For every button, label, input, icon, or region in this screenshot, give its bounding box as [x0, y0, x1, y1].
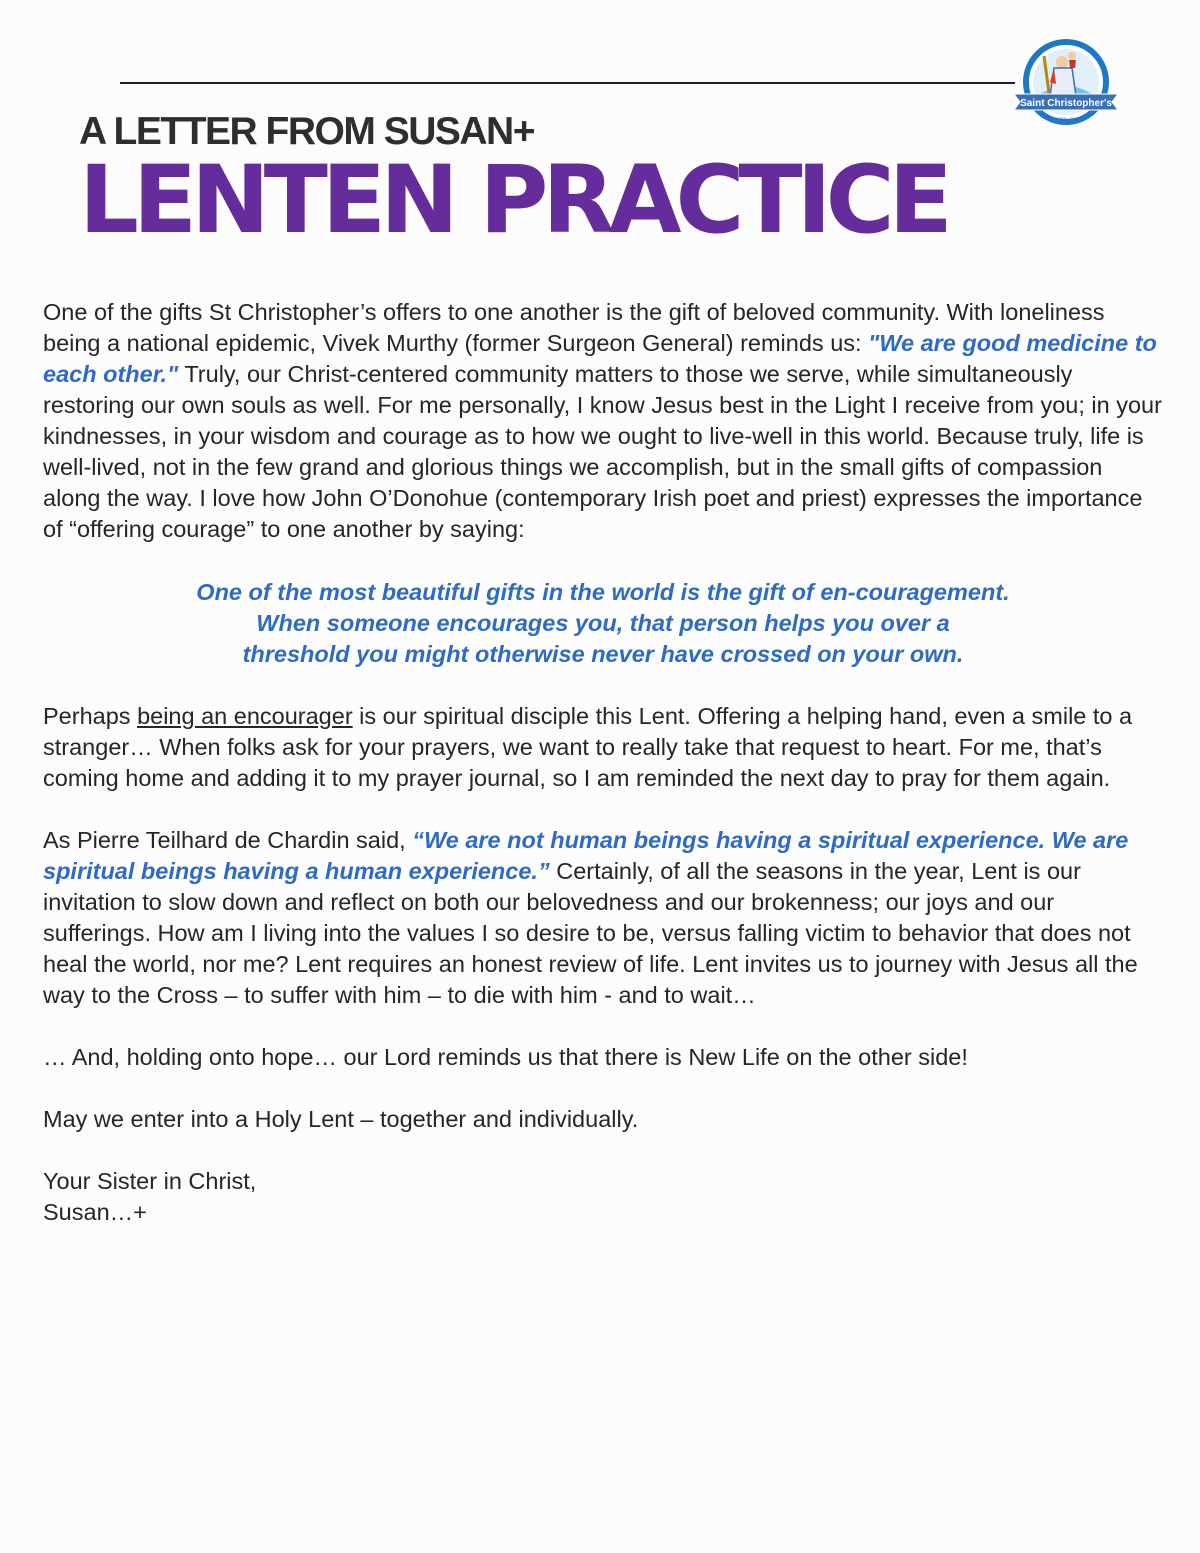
- logo-subtext: EPISCOPAL CHURCH: [1045, 116, 1087, 121]
- paragraph-encourager: Perhaps being an encourager is our spiritual disciple this Lent. Offering a helping hand, even a smile to a stranger… When folks ask for your prayers, we want to really take that request to heart. For me, that’s coming home and adding it to my prayer journal, so I am reminded the next day to pray for them again.: [43, 703, 1133, 791]
- paragraph-teilhard: As Pierre Teilhard de Chardin said, “We are not human beings having a spiritual experience. We are spiritual beings having a human experience.” Certainly, of all the seasons in the year, Lent is our invitation to slow down and reflect on both our belovedness and our brokenness; our joys and our sufferings. How am I living into the values I so desire to be, versus falling victim to behavior that does not heal the world, nor me? Lent requires an honest review of life. Lent invites us to journey with Jesus all the way to the Cross – to suffer with him – to die with him - and to wait…: [43, 827, 1138, 1008]
- signature-closing: Your Sister in Christ,: [43, 1168, 257, 1194]
- paragraph-hope: … And, holding onto hope… our Lord reminds us that there is New Life on the other side!: [43, 1044, 968, 1070]
- signature: [43, 1166, 1163, 1228]
- murthy-quote: "We are good medicine to each other.": [43, 330, 1157, 387]
- paragraph-blessing: May we enter into a Holy Lent – together and individually.: [43, 1106, 639, 1132]
- church-logo: [1010, 38, 1122, 138]
- logo-text: Saint Christopher's: [1020, 98, 1112, 109]
- odonohue-blockquote: One of the most beautiful gifts in the world is the gift of en-couragement. When someone encourages you, that person helps you over a threshold you might otherwise never have crossed on your own.: [196, 579, 1010, 667]
- teilhard-quote: “We are not human beings having a spiritual experience. We are spiritual beings having a human experience.”: [43, 827, 1129, 884]
- page-title: LENTEN PRACTICE: [79, 146, 947, 255]
- signature-name: Susan…+: [43, 1199, 147, 1225]
- paragraph-community: One of the gifts St Christopher’s offers to one another is the gift of beloved community. With loneliness being a national epidemic, Vivek Murthy (former Surgeon General) reminds us: "We are good medicine to each other." Truly, our Christ-centered community matters to those we serve, while simultaneously restoring our own souls as well. For me personally, I know Jesus best in the Light I receive from you; in your kindnesses, in your wisdom and courage as to how we ought to live-well in this world. Because truly, life is well-lived, not in the few grand and glorious things we accomplish, but in the small gifts of compassion along the way. I love how John O’Donohue (contemporary Irish poet and priest) expresses the importance of “offering courage” to one another by saying:: [43, 299, 1162, 542]
- header-rule: [120, 82, 1015, 84]
- encourager-phrase: being an encourager: [137, 703, 353, 729]
- letter-kicker: A LETTER FROM SUSAN+: [79, 110, 534, 153]
- letter-body: [43, 297, 1163, 1259]
